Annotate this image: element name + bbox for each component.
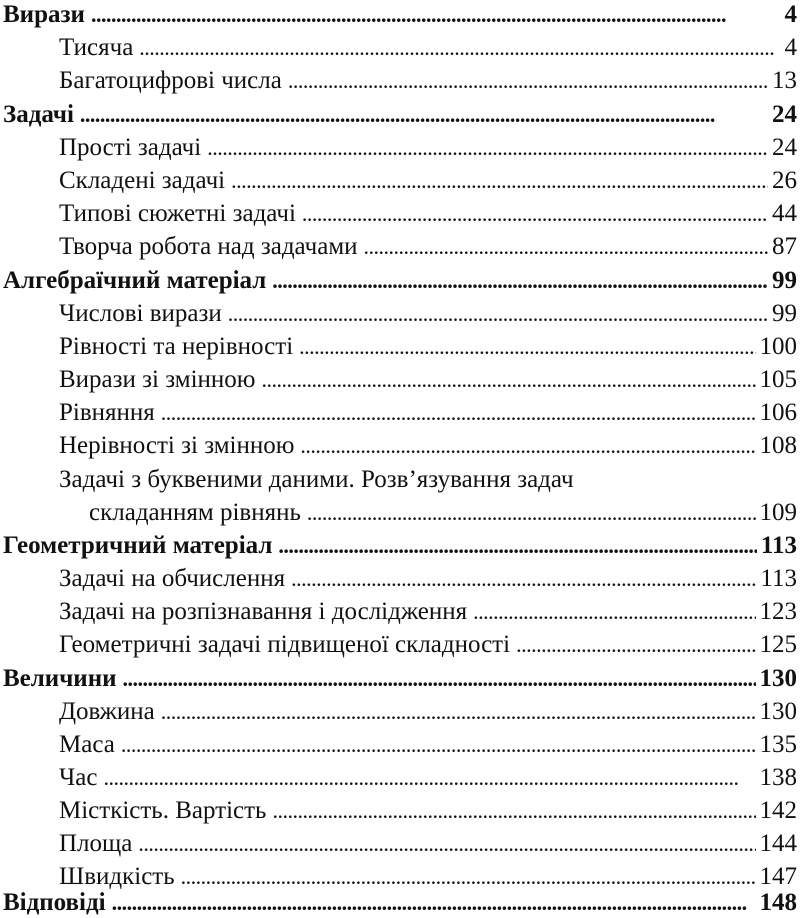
toc-page-number: 99	[772, 300, 797, 327]
toc-page-number: 100	[759, 333, 797, 360]
toc-entry-title: Багатоцифрові числа	[59, 67, 282, 94]
toc-entry-bukveni-dani-line2[interactable]	[89, 494, 797, 528]
toc-entry-title: Вирази зі змінною	[59, 366, 256, 393]
toc-entry-title: Швидкість	[59, 863, 175, 890]
toc-section-velychyny[interactable]	[3, 660, 797, 694]
toc-entry-title: Маса	[59, 731, 115, 758]
toc-entry-prosti-zadachi[interactable]	[59, 129, 797, 163]
toc-entry-title: Місткість. Вартість	[59, 797, 267, 824]
dot-leader	[112, 888, 756, 918]
toc-page-number: 130	[759, 698, 797, 725]
dot-leader	[207, 133, 768, 163]
toc-entry-title: Задачі з буквеними даними. Розв’язування задач	[59, 466, 574, 493]
toc-entry-title: Рівності та нерівності	[59, 333, 294, 360]
toc-page-number: 4	[784, 34, 797, 61]
toc-page-number: 108	[759, 432, 797, 459]
toc-entry-title: Творча робота над задачами	[59, 233, 358, 260]
toc-page-number: 148	[759, 889, 797, 916]
toc-entry-vyrazy-zi-zminnoyu[interactable]	[59, 361, 797, 395]
toc-page-number: 4	[784, 1, 797, 28]
dot-leader	[302, 199, 768, 229]
dot-leader	[139, 33, 780, 63]
toc-page-number: 142	[759, 797, 797, 824]
dot-leader	[103, 763, 755, 793]
toc-section-algebraichnyi-material[interactable]	[3, 262, 797, 296]
toc-entry-title: Задачі на розпізнавання і дослідження	[59, 598, 468, 625]
dot-leader	[161, 398, 756, 428]
toc-section-zadachi[interactable]	[3, 96, 797, 130]
toc-section-vidpovidi[interactable]	[3, 884, 797, 918]
dot-leader	[231, 166, 768, 196]
toc-page-number: 135	[759, 731, 797, 758]
toc-entry-title: Прості задачі	[59, 134, 202, 161]
toc-entry-ploshcha[interactable]	[59, 825, 797, 859]
toc-entry-title: Геометричний матеріал	[3, 532, 273, 559]
dot-leader	[228, 299, 768, 329]
toc-entry-chyslovi-vyrazy[interactable]	[59, 295, 797, 329]
toc-page-number: 106	[759, 399, 797, 426]
toc-page-number: 144	[759, 830, 797, 857]
dot-leader	[299, 332, 755, 362]
toc-page-number: 26	[772, 167, 797, 194]
toc-page-number: 105	[759, 366, 797, 393]
toc-page-number: 138	[759, 764, 797, 791]
toc-entry-title: Вирази	[3, 1, 85, 28]
toc-entry-tysyacha[interactable]	[59, 29, 797, 63]
toc-entry-bagatotsyfrovi-chysla[interactable]	[59, 62, 797, 96]
toc-entry-bukveni-dani-line1[interactable]	[59, 461, 797, 495]
dot-leader	[364, 232, 768, 262]
toc-entry-title: Довжина	[59, 698, 155, 725]
toc-page-number: 109	[759, 499, 797, 526]
toc-entry-title: Тисяча	[59, 34, 134, 61]
dot-leader	[272, 796, 755, 826]
dot-leader	[272, 266, 768, 296]
dot-leader	[288, 66, 768, 96]
toc-entry-title: Алгебраїчний матеріал	[3, 267, 267, 294]
toc-section-vyrazy[interactable]	[3, 0, 797, 30]
dot-leader	[473, 597, 755, 627]
toc-entry-masa[interactable]	[59, 726, 797, 760]
dot-leader	[307, 498, 756, 528]
toc-page-number: 44	[772, 200, 797, 227]
toc-page-number: 147	[759, 863, 797, 890]
toc-page-number: 125	[759, 631, 797, 658]
toc-entry-skladeni-zadachi[interactable]	[59, 162, 797, 196]
toc-entry-title: Нерівності зі змінною	[59, 432, 295, 459]
toc-entry-geometrychni-zadachi[interactable]	[59, 626, 797, 660]
toc-entry-rivnosti-ta-nerivnosti[interactable]	[59, 328, 797, 362]
toc-page-number: 113	[760, 532, 797, 559]
toc-page-number: 99	[772, 267, 797, 294]
dot-leader	[516, 630, 755, 660]
toc-entry-title: Рівняння	[59, 399, 155, 426]
toc-entry-title: складанням рівнянь	[89, 499, 301, 526]
toc-entry-nerivnosti-zi-zminnoyu[interactable]	[59, 427, 797, 461]
dot-leader	[161, 697, 756, 727]
dot-leader	[91, 0, 781, 30]
toc-entry-title: Площа	[59, 830, 133, 857]
dot-leader	[123, 664, 756, 694]
toc-entry-zadachi-na-obchyslennya[interactable]	[59, 560, 797, 594]
toc-entry-mistkist-vartist[interactable]	[59, 792, 797, 826]
toc-entry-title: Час	[59, 764, 98, 791]
toc-entry-chas[interactable]	[59, 759, 797, 793]
toc-entry-dovzhyna[interactable]	[59, 693, 797, 727]
toc-page-number: 13	[772, 67, 797, 94]
toc-entry-zadachi-na-rozpiznavannya[interactable]	[59, 593, 797, 627]
dot-leader	[80, 100, 768, 130]
toc-page-number: 24	[772, 101, 797, 128]
dot-leader	[300, 431, 755, 461]
toc-page-number: 123	[759, 598, 797, 625]
toc-entry-title: Задачі	[3, 101, 74, 128]
dot-leader	[121, 730, 756, 760]
dot-leader	[138, 829, 755, 859]
toc-entry-tvorcha-robota[interactable]	[59, 228, 797, 262]
toc-entry-title: Геометричні задачі підвищеної складності	[59, 631, 511, 658]
toc-entry-title: Типові сюжетні задачі	[59, 200, 296, 227]
toc-entry-title: Складені задачі	[59, 167, 226, 194]
toc-entry-title: Величини	[3, 665, 117, 692]
toc-entry-rivnyannya[interactable]	[59, 394, 797, 428]
dot-leader	[291, 564, 756, 594]
toc-page-number: 24	[772, 134, 797, 161]
toc-entry-typovi-syuzhetni-zadachi[interactable]	[59, 195, 797, 229]
toc-entry-title: Задачі на обчислення	[59, 565, 286, 592]
toc-entry-title: Відповіді	[3, 889, 106, 916]
toc-page-number: 87	[772, 233, 797, 260]
dot-leader	[261, 365, 755, 395]
toc-page-number: 130	[759, 665, 797, 692]
toc-section-geometrychnyi-material[interactable]	[3, 527, 797, 561]
toc-page-number: 113	[760, 565, 797, 592]
toc-entry-title: Числові вирази	[59, 300, 222, 327]
dot-leader	[278, 531, 756, 561]
